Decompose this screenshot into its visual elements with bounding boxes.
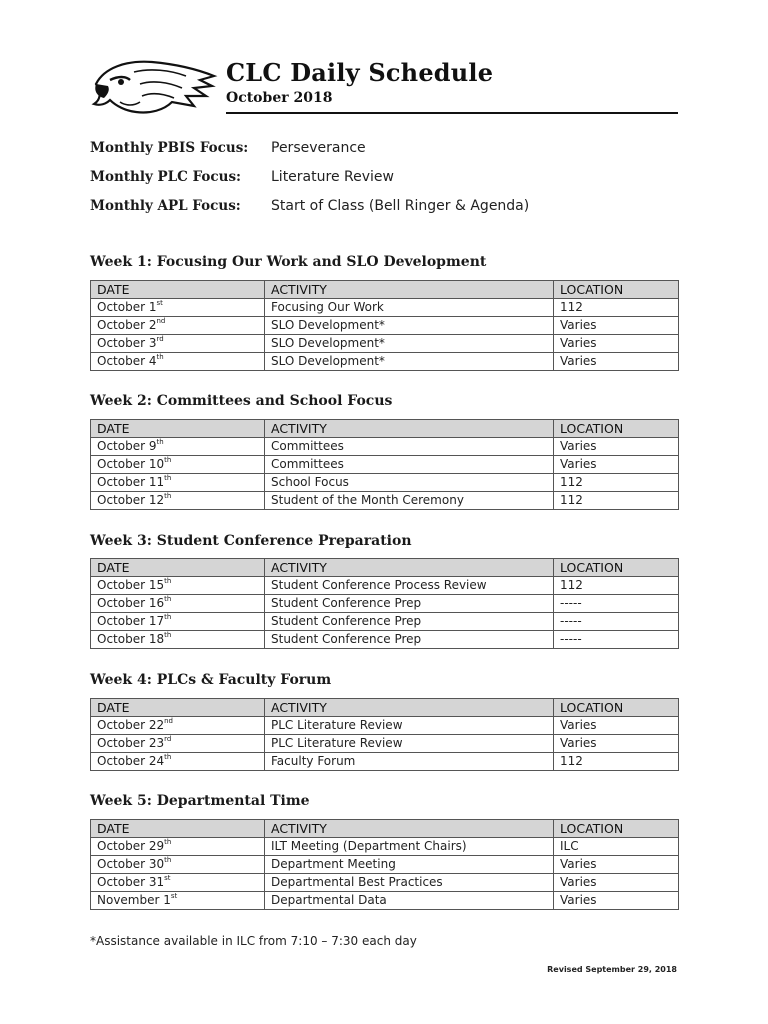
week-5-heading: Week 5: Departmental Time bbox=[90, 793, 310, 809]
week-3-table bbox=[90, 558, 679, 649]
week-1-heading: Week 1: Focusing Our Work and SLO Development bbox=[90, 254, 487, 270]
table-row bbox=[91, 735, 679, 753]
table-row bbox=[91, 613, 679, 631]
date-cell: October 3rd bbox=[91, 335, 265, 353]
location-cell: 112 bbox=[554, 299, 679, 317]
week-4-table bbox=[90, 698, 679, 771]
activity-cell: SLO Development* bbox=[265, 317, 554, 335]
column-header-date: DATE bbox=[91, 820, 265, 838]
date-cell: October 10th bbox=[91, 456, 265, 474]
table-row bbox=[91, 577, 679, 595]
week-3-heading: Week 3: Student Conference Preparation bbox=[90, 533, 412, 549]
location-cell: ----- bbox=[554, 595, 679, 613]
date-cell: October 2nd bbox=[91, 317, 265, 335]
date-cell: October 22nd bbox=[91, 717, 265, 735]
column-header-date: DATE bbox=[91, 699, 265, 717]
table-header-row bbox=[91, 699, 679, 717]
location-cell: 112 bbox=[554, 492, 679, 510]
date-cell: October 16th bbox=[91, 595, 265, 613]
location-cell: Varies bbox=[554, 353, 679, 371]
location-cell: Varies bbox=[554, 717, 679, 735]
date-cell: October 24th bbox=[91, 753, 265, 771]
table-row bbox=[91, 595, 679, 613]
location-cell: Varies bbox=[554, 456, 679, 474]
revised-date: Revised September 29, 2018 bbox=[547, 965, 677, 974]
location-cell: Varies bbox=[554, 317, 679, 335]
focus-label: Monthly APL Focus: bbox=[90, 198, 241, 214]
location-cell: Varies bbox=[554, 335, 679, 353]
activity-cell: Departmental Data bbox=[265, 892, 554, 910]
week-1-table bbox=[90, 280, 679, 371]
location-cell: Varies bbox=[554, 892, 679, 910]
activity-cell: PLC Literature Review bbox=[265, 735, 554, 753]
date-cell: November 1st bbox=[91, 892, 265, 910]
location-cell: Varies bbox=[554, 874, 679, 892]
table-row bbox=[91, 492, 679, 510]
eagle-head-icon bbox=[90, 54, 218, 118]
date-cell: October 9th bbox=[91, 438, 265, 456]
location-cell: Varies bbox=[554, 438, 679, 456]
activity-cell: Departmental Best Practices bbox=[265, 874, 554, 892]
location-cell: ILC bbox=[554, 838, 679, 856]
activity-cell: SLO Development* bbox=[265, 353, 554, 371]
activity-cell: ILT Meeting (Department Chairs) bbox=[265, 838, 554, 856]
table-row bbox=[91, 892, 679, 910]
table-row bbox=[91, 456, 679, 474]
column-header-activity: ACTIVITY bbox=[265, 699, 554, 717]
activity-cell: Student of the Month Ceremony bbox=[265, 492, 554, 510]
date-cell: October 30th bbox=[91, 856, 265, 874]
table-row bbox=[91, 299, 679, 317]
table-header-row bbox=[91, 820, 679, 838]
column-header-activity: ACTIVITY bbox=[265, 281, 554, 299]
activity-cell: Focusing Our Work bbox=[265, 299, 554, 317]
activity-cell: Faculty Forum bbox=[265, 753, 554, 771]
focus-value: Literature Review bbox=[271, 169, 394, 185]
table-header-row bbox=[91, 559, 679, 577]
week-2-heading: Week 2: Committees and School Focus bbox=[90, 393, 393, 409]
column-header-location: LOCATION bbox=[554, 281, 679, 299]
table-header-row bbox=[91, 281, 679, 299]
location-cell: 112 bbox=[554, 474, 679, 492]
column-header-date: DATE bbox=[91, 281, 265, 299]
date-cell: October 11th bbox=[91, 474, 265, 492]
activity-cell: Committees bbox=[265, 456, 554, 474]
table-row bbox=[91, 317, 679, 335]
activity-cell: Student Conference Prep bbox=[265, 631, 554, 649]
date-cell: October 18th bbox=[91, 631, 265, 649]
focus-value: Perseverance bbox=[271, 140, 366, 156]
week-4-heading: Week 4: PLCs & Faculty Forum bbox=[90, 672, 332, 688]
table-row bbox=[91, 838, 679, 856]
footnote: *Assistance available in ILC from 7:10 – 7:30 each day bbox=[90, 934, 417, 948]
activity-cell: Student Conference Prep bbox=[265, 613, 554, 631]
table-row bbox=[91, 717, 679, 735]
location-cell: ----- bbox=[554, 613, 679, 631]
column-header-activity: ACTIVITY bbox=[265, 820, 554, 838]
location-cell: Varies bbox=[554, 735, 679, 753]
column-header-activity: ACTIVITY bbox=[265, 559, 554, 577]
table-row bbox=[91, 474, 679, 492]
table-header-row bbox=[91, 420, 679, 438]
date-cell: October 12th bbox=[91, 492, 265, 510]
date-cell: October 1st bbox=[91, 299, 265, 317]
location-cell: 112 bbox=[554, 753, 679, 771]
focus-value: Start of Class (Bell Ringer & Agenda) bbox=[271, 198, 530, 214]
page-title: CLC Daily Schedule bbox=[226, 58, 494, 87]
column-header-date: DATE bbox=[91, 420, 265, 438]
date-cell: October 29th bbox=[91, 838, 265, 856]
location-cell: Varies bbox=[554, 856, 679, 874]
focus-label: Monthly PBIS Focus: bbox=[90, 140, 249, 156]
column-header-location: LOCATION bbox=[554, 699, 679, 717]
title-divider bbox=[226, 112, 678, 114]
activity-cell: Student Conference Prep bbox=[265, 595, 554, 613]
table-row bbox=[91, 335, 679, 353]
date-cell: October 23rd bbox=[91, 735, 265, 753]
table-row bbox=[91, 438, 679, 456]
date-cell: October 17th bbox=[91, 613, 265, 631]
location-cell: ----- bbox=[554, 631, 679, 649]
activity-cell: SLO Development* bbox=[265, 335, 554, 353]
activity-cell: Committees bbox=[265, 438, 554, 456]
week-2-table bbox=[90, 419, 679, 510]
column-header-location: LOCATION bbox=[554, 559, 679, 577]
activity-cell: PLC Literature Review bbox=[265, 717, 554, 735]
date-cell: October 4th bbox=[91, 353, 265, 371]
column-header-location: LOCATION bbox=[554, 420, 679, 438]
focus-label: Monthly PLC Focus: bbox=[90, 169, 242, 185]
activity-cell: Student Conference Process Review bbox=[265, 577, 554, 595]
table-row bbox=[91, 631, 679, 649]
page-subtitle: October 2018 bbox=[226, 90, 333, 106]
table-row bbox=[91, 353, 679, 371]
activity-cell: School Focus bbox=[265, 474, 554, 492]
date-cell: October 31st bbox=[91, 874, 265, 892]
activity-cell: Department Meeting bbox=[265, 856, 554, 874]
column-header-date: DATE bbox=[91, 559, 265, 577]
table-row bbox=[91, 874, 679, 892]
column-header-location: LOCATION bbox=[554, 820, 679, 838]
table-row bbox=[91, 856, 679, 874]
date-cell: October 15th bbox=[91, 577, 265, 595]
week-5-table bbox=[90, 819, 679, 910]
column-header-activity: ACTIVITY bbox=[265, 420, 554, 438]
location-cell: 112 bbox=[554, 577, 679, 595]
table-row bbox=[91, 753, 679, 771]
